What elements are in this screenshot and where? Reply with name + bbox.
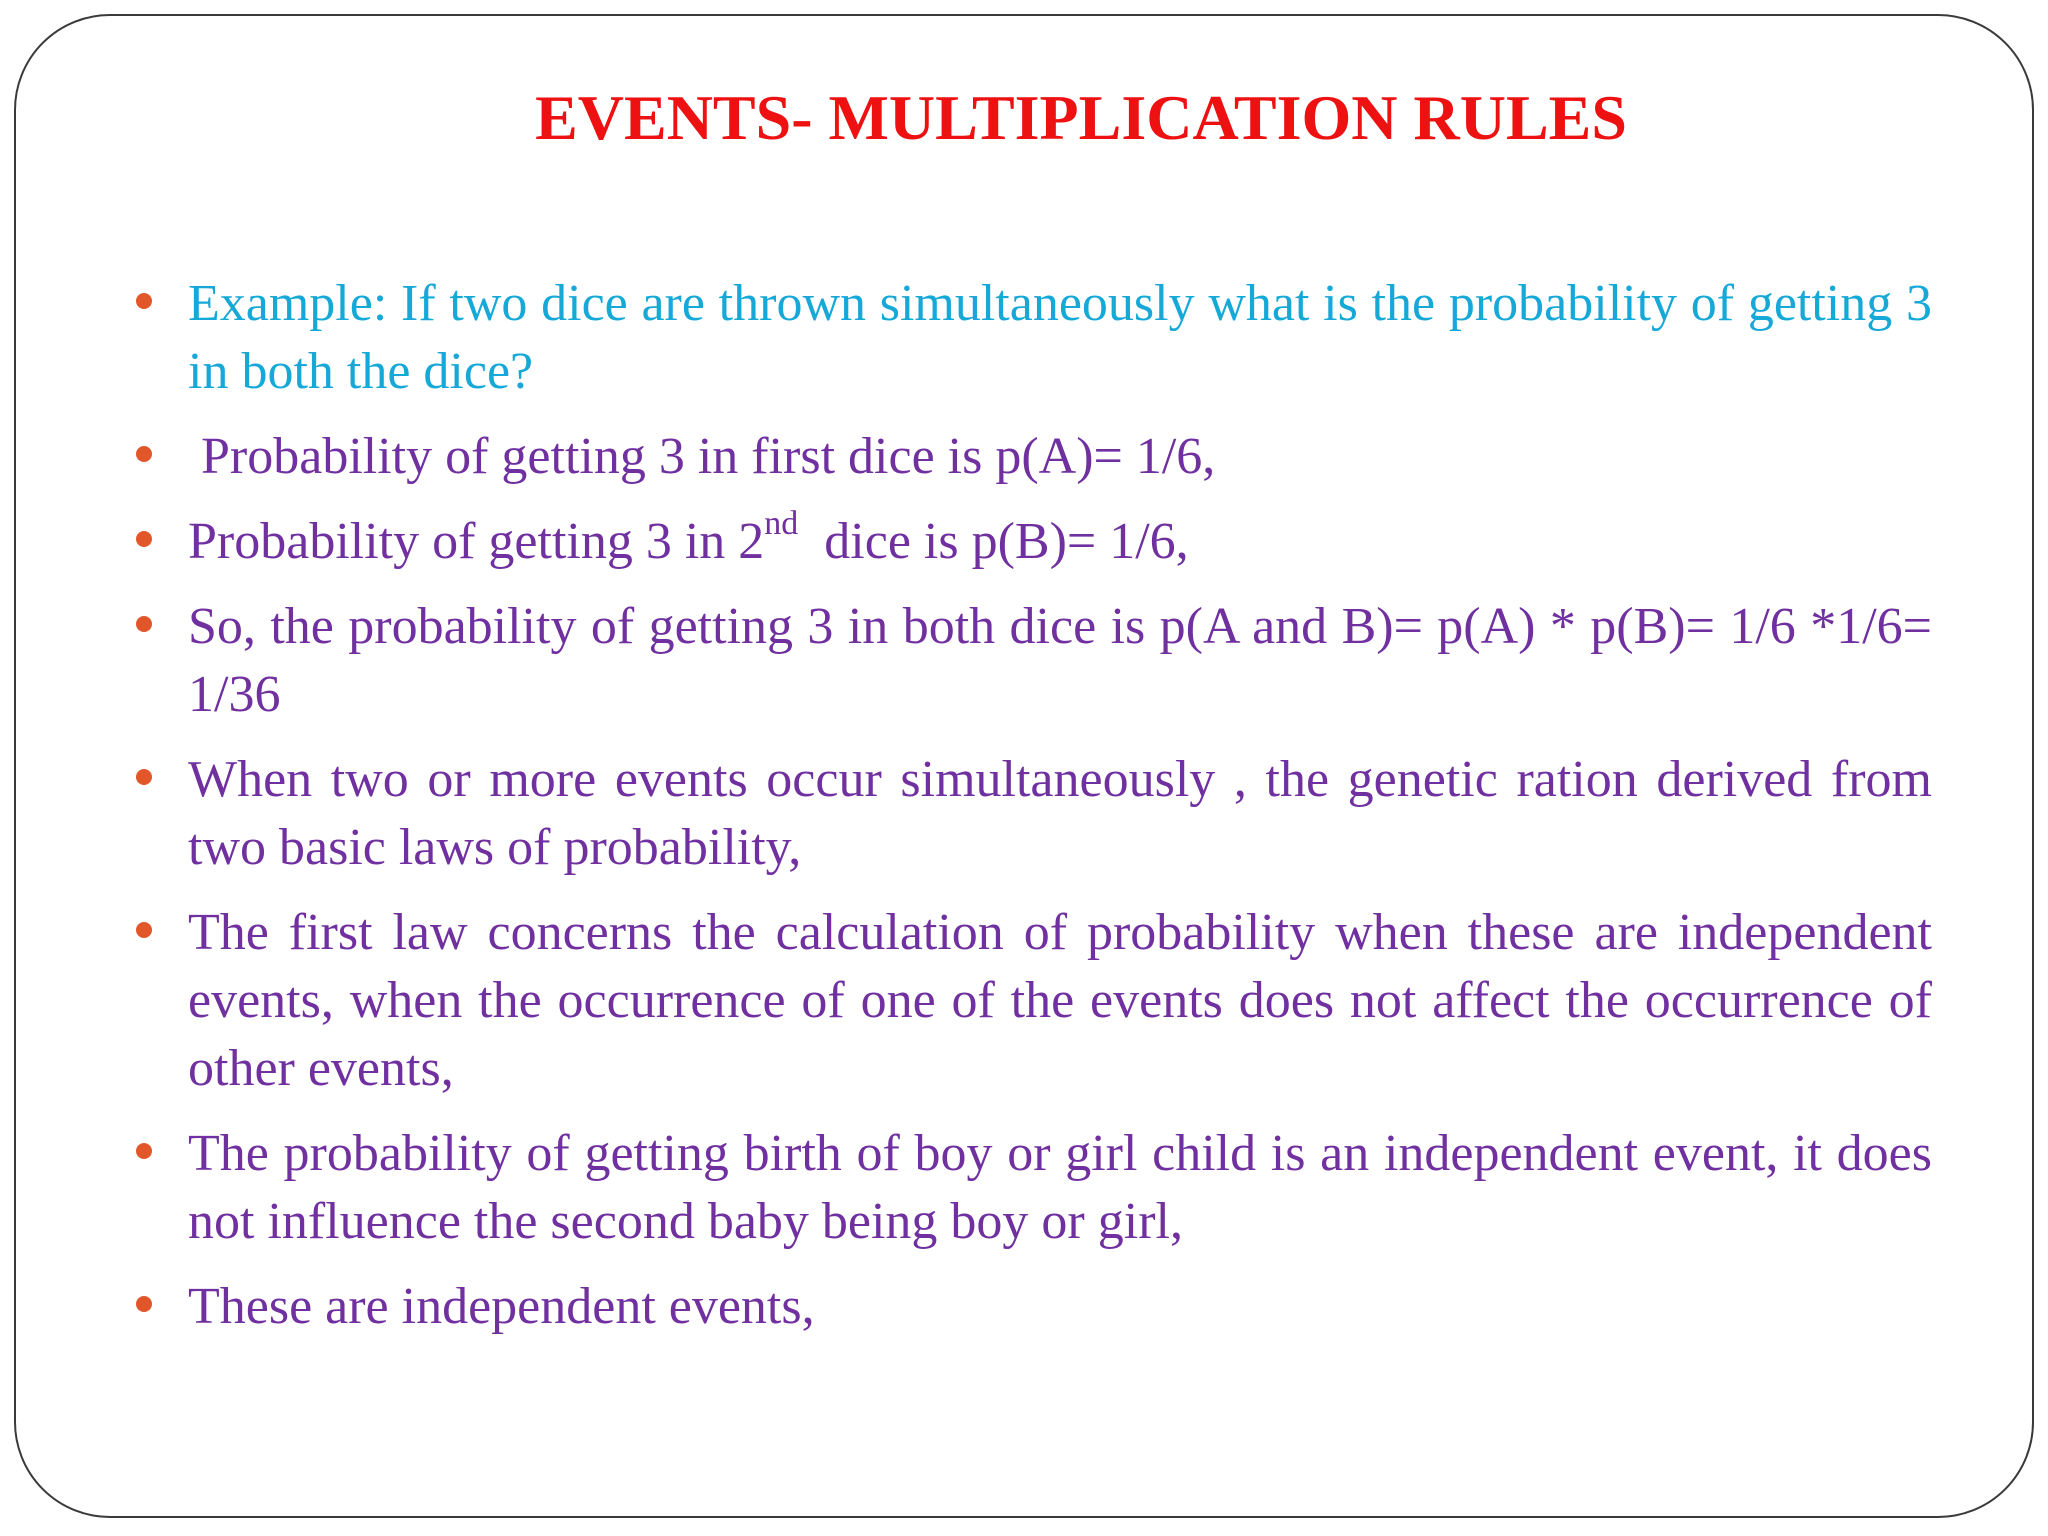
ordinal-superscript: nd [764, 505, 799, 542]
bullet-dot-icon [136, 616, 152, 632]
bullet-text: The probability of getting birth of boy or girl child is an independent event, it does not influence the second baby being boy or girl, [188, 1125, 1932, 1250]
bullet-dot-icon [136, 1296, 152, 1312]
bullet-text-part: Probability of getting 3 in 2 [188, 513, 765, 570]
bullet-text: Example: If two dice are thrown simultaneously what is the probability of getting 3 in both the dice? [188, 275, 1932, 400]
bullet-list [16, 270, 2036, 1358]
bullet-probability-first-dice [188, 423, 1932, 491]
bullet-dot-icon [136, 769, 152, 785]
bullet-independent-events [188, 1273, 1932, 1341]
bullet-text: These are independent events, [188, 1278, 815, 1335]
bullet-probability-both-dice [188, 593, 1932, 729]
bullet-first-law [188, 899, 1932, 1103]
bullet-example [188, 270, 1932, 406]
bullet-simultaneous-events [188, 746, 1932, 882]
slide-title: EVENTS- MULTIPLICATION RULES [535, 82, 1627, 153]
bullet-dot-icon [136, 293, 152, 309]
bullet-text: When two or more events occur simultaneously , the genetic ration derived from two basic laws of probability, [188, 751, 1932, 876]
slide [14, 14, 2034, 1518]
bullet-dot-icon [136, 922, 152, 938]
bullet-probability-second-dice [188, 505, 1932, 576]
bullet-text: The first law concerns the calculation of probability when these are independent events, when the occurrence of one of the events does not affect the occurrence of other events, [188, 904, 1932, 1097]
bullet-dot-icon [136, 1143, 152, 1159]
bullet-dot-icon [136, 446, 152, 462]
bullet-text: So, the probability of getting 3 in both dice is p(A and B)= p(A) * p(B)= 1/6 *1/6= 1/36 [188, 598, 1932, 723]
bullet-text: Probability of getting 3 in first dice is p(A)= 1/6, [188, 428, 1216, 485]
bullet-text-part: dice is p(B)= 1/6, [798, 513, 1189, 570]
bullet-dot-icon [136, 531, 152, 547]
bullet-boy-girl-example [188, 1120, 1932, 1256]
